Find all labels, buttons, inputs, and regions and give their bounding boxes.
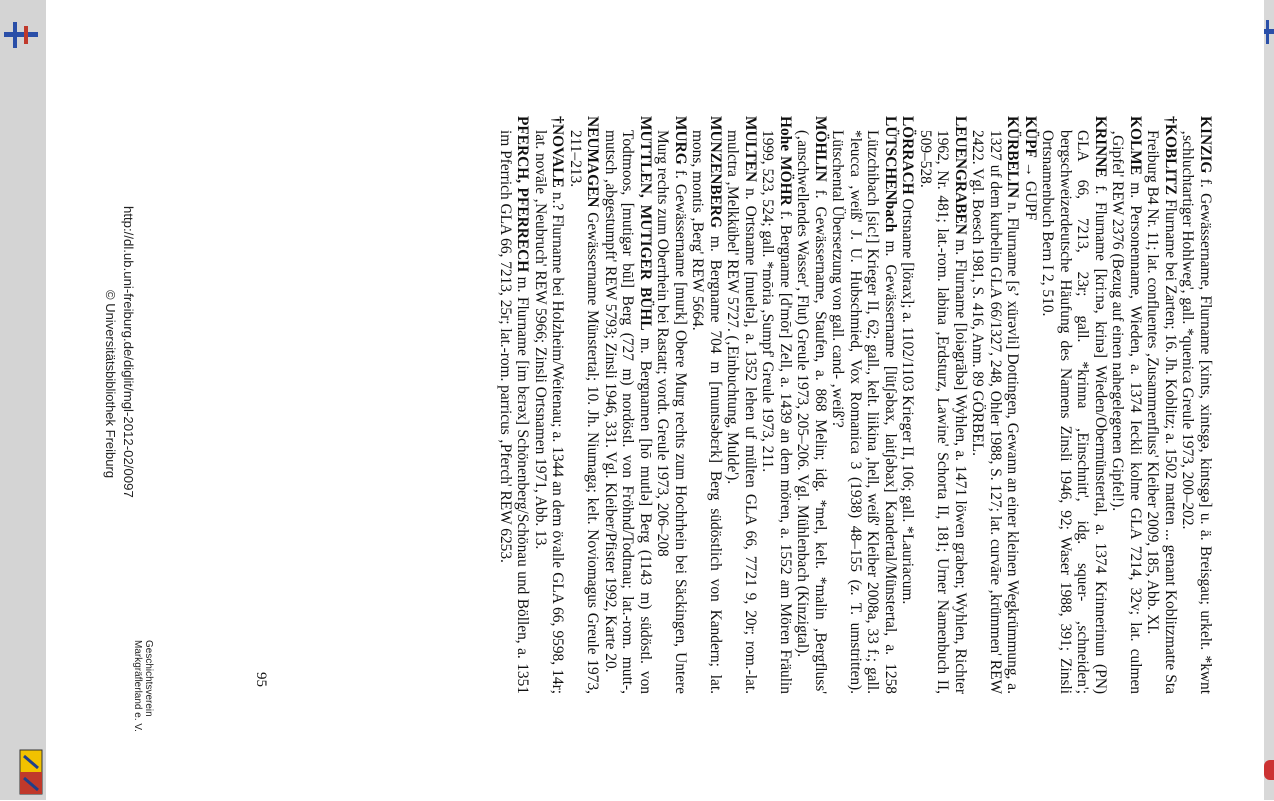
entry: NEUMAGEN Gewässername Münstertal; 10. Jh. Niumaga; kelt. Noviomagus Greule 1973, 211–213. [567, 116, 602, 694]
entry: LÜTSCHENbach m. Gewässername [lütʃəbax, laitʃəbax] Kandertal/Münstertal, a. 1258 Lützchibach [sic!] Krieger II, 62; gall., kelt. liikina ‚hell, weiß' Kleiber 2008a, 33 f.; gall. *leucca ‚weiß' J. U. Hubschmied, Vox Romanica 3 (1938) 48–155 (z. T. umstritten). Lütschental Übersetzung von gall. cand- ‚weiß'? [829, 116, 899, 694]
entry: MUTTLEN, MUTIGER BÜHL m. Bergnamen [hō mutlə] Berg (1143 m) südöstl. von Todtmoos, [mutigər būl] Berg (727 m) nordöstl. von Fröhnd/Todtnau; lat.-rom. mutt-, mutsch ‚abgestumpft' REW 5793; Zinsli 1946, 331. Vgl. Kleiber/Pfister 1992, Karte 20. [602, 116, 654, 694]
entry: LEUENGRABEN m. Flurname [loiəgrābə] Wyhlen, a. 1471 löwen graben; Wyhlen, Richter 1962, Nr. 481; lat.-rom. labina ‚Erdsturz, Lawine' Schorta II, 181; Urner Namenbuch II, 509–528. [917, 116, 969, 694]
left-toolbar [0, 0, 46, 800]
entry: KÜRBELIN n. Flurname [sʼ xürəvli] Dottingen, Gewann an einer kleinen Wegkrümmung, a. 1327 uf dem kurbelin GLA 66/1327, 248, Ohler 1988, S. 127; lat. curvāre ‚krümmen' REW 2422. Vgl. Boesch 1981, S. 416, Anm. 89 GÖRBEL. [969, 116, 1022, 694]
entry: PFERCH, PFERRECH m. Flurname [im bɛrəx] Schönenberg/Schönau und Böllen, a. 1351 im Pferrich GLA 66, 7213, 25r; lat.-rom. parricus ‚Pferch' REW 6253. [497, 116, 532, 694]
entry: MÖHLIN f. Gewässername, Staufen, a. 868 Melin; idg. *mel, kelt. *malin ‚Bergfluss' (‚anschwellendes Wasser', Flut) Greule 1973, 205–206. Vgl. Mühlenbach (Kinzigtal). [794, 116, 829, 694]
entry: MUNZENBERG m. Bergname 704 m [muntsəbɛrk] Berg südöstlich von Kandern; lat. mons, montis ‚Berg' REW 5664. [689, 116, 724, 694]
society-line-1: Geschichtsverein [143, 640, 154, 717]
entry: KRINNE f. Flurname [kriːnə, krinə] Wieden/Obermünstertal, a. 1374 Krinnerinun (PN) GLA 66, 7213, 23r; gall. *krinna ‚Einschnitt', idg. squer- ‚schneiden'; bergschweizerdeutsche Häufung des Namens Zinsli 1946, 92; Waser 1988, 391; Zinsli Ortsnamenbuch Bern I 2, 510. [1039, 116, 1109, 694]
navigation-icon[interactable] [4, 18, 38, 57]
entry: †NOVALE n.? Flurname bei Holzheim/Weitenau; a. 1344 an dem övalle GLA 66, 9598, 14r; lat. novāle ‚Neubruch' REW 5966; Zinsli Ortsnamen 1971, Abb. 13. [532, 116, 567, 694]
entry: KINZIG f. Gewässername, Flurname [xints, xintsgə, kintsgə] u. ä. Breisgau; urkelt. *kwnt ‚schluchtartiger Hohlweg', gall. *quenica Greule 1973, 200–202. [1179, 116, 1214, 694]
entry: †KOBLITZ Flurname bei Zarten; 16. Jh. Koblitz; a. 1502 matten ... genant Koblitzmatte Sta Freiburg B4 Nr. 11; lat. confluentes ‚Zusammenfluss' Kleiber 2009, 185, Abb. XI. [1144, 116, 1179, 694]
entry: KÜPF → GUPF [1022, 116, 1039, 221]
society-name [132, 640, 154, 750]
entry: Hohe MÖHR f. Bergname [d'mōr] Zell, a. 1439 an dem mören, a. 1552 am Mören Fräulin 1999, 523, 524; gall. *mōria ‚Sumpf' Greule 1973, 211. [759, 116, 794, 694]
society-logo [18, 748, 44, 796]
document-page [80, 0, 1274, 800]
entry: MULTEN n. Ortsname [mueltə], a. 1352 lehen uf mülten GLA 66, 7721 9, 20r; rom.-lat. mulctra ‚Melkkübel' REW 5727. (‚Einbuchtung, Mulde'). [724, 116, 759, 694]
page-number: 95 [253, 672, 269, 687]
document-viewer[interactable] [80, 0, 1274, 800]
entry: KOLME m. Personenname, Wieden, a. 1374 Ieckli kolme GLA 7214, 32v; lat. culmen ‚Gipfel' REW 2376 (Bezug auf einen nahegelegenen Gipfel!). [1109, 116, 1144, 694]
copyright-text: © Universitätsbibliothek Freiburg [103, 290, 118, 479]
dictionary-entries [497, 116, 1215, 694]
permalink-url[interactable]: http://dl.ub.uni-freiburg.de/diglit/mgl-2012-02/0097 [121, 206, 136, 498]
entry: MURG f. Gewässername [murk] Obere Murg rechts zum Hochrhein bei Säckingen, Untere Murg rechts zum Oberrhein bei Rastatt; vordt. Greule 1973, 206–208 [654, 116, 689, 694]
society-line-2: Markgräflerland e. V. [132, 640, 143, 732]
entry: LÖRRACH Ortsname [lörax]; a. 1102/1103 Krieger II, 106; gall. *Lauriacum. [899, 116, 917, 605]
